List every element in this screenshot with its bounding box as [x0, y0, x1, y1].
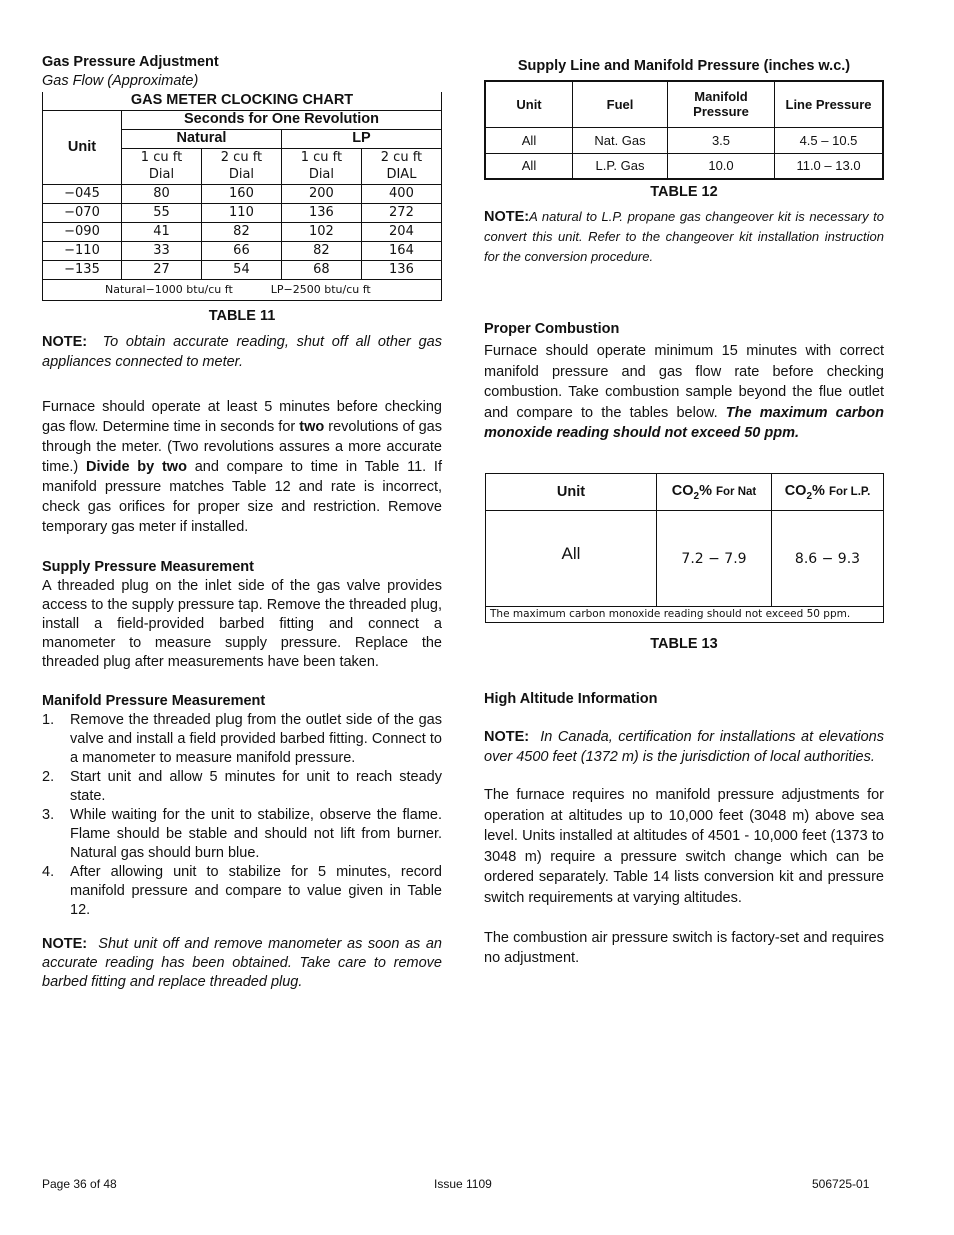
proper-combustion-section: Proper Combustion Furnace should operate minimum 15 minutes with correct manifold pressure and gas flow rate before checking combustion. Take combustion sample beyond the flue outlet and compare to the tables below. The maximum carbon monoxide reading should not exceed 50 ppm. — [484, 321, 884, 441]
table-row — [485, 127, 883, 153]
table12-cell: L.P. Gas — [573, 153, 668, 179]
manifold-steps-list — [42, 711, 442, 920]
table11-cell: −110 — [43, 241, 122, 260]
page-number: Page 36 of 48 — [42, 1177, 117, 1191]
table11-cell: 82 — [201, 222, 281, 241]
table12-header: Line Pressure — [775, 81, 884, 127]
table11-cell: 80 — [122, 184, 202, 203]
table-row — [43, 260, 442, 279]
gas-flow-subheading: Gas Flow (Approximate) — [42, 73, 199, 89]
note-remove-manometer: NOTE: Shut unit off and remove manometer as soon as an accurate reading has been obtained. Take care to remove barbed fitting and replace threaded plug. — [42, 936, 442, 990]
table11-title: GAS METER CLOCKING CHART — [43, 92, 442, 110]
table11-cell: 136 — [281, 203, 361, 222]
table11-cell: 82 — [281, 241, 361, 260]
table12-title: Supply Line and Manifold Pressure (inches w.c.) — [517, 58, 851, 74]
table11-seconds-header: Seconds for One Revolution — [122, 110, 442, 129]
list-item: 4. After allowing unit to stabilize for 5 minutes, record manifold pressure and compare to value given in Table 12. — [42, 864, 442, 918]
table13-cell: 7.2 − 7.9 — [657, 511, 772, 607]
table13-unit-header: Unit — [486, 474, 657, 511]
high-altitude-section — [484, 690, 884, 709]
table11-cell: 66 — [201, 241, 281, 260]
table11-lp-header: LP — [281, 129, 441, 148]
pressure-switch-paragraph: The combustion air pressure switch is factory-set and requires no adjustment. — [484, 930, 884, 966]
table11-cell: 27 — [122, 260, 202, 279]
table11-dial-header: 2 cu ft Dial — [201, 148, 281, 184]
table11-cell: 41 — [122, 222, 202, 241]
table12-cell: 11.0 – 13.0 — [775, 153, 884, 179]
table11-cell: −070 — [43, 203, 122, 222]
list-item: 1. Remove the threaded plug from the outlet side of the gas valve and install a field provided barbed fitting. Connect to a manometer to measure manifold pressure. — [42, 712, 442, 766]
table13-co2-lp-header: $CO_2\%$ For L.P. — [772, 474, 884, 511]
table11-cell: 272 — [361, 203, 441, 222]
table13-co2-nat-header: $CO_2\%$ For Nat — [657, 474, 772, 511]
table11-unit-header: Unit — [43, 110, 122, 184]
table11-caption: TABLE 11 — [208, 308, 276, 324]
table-row — [43, 222, 442, 241]
manifold-pressure-heading: Manifold Pressure Measurement — [42, 693, 266, 709]
table11-cell: 200 — [281, 184, 361, 203]
table11-cell: −090 — [43, 222, 122, 241]
table12-cell: Nat. Gas — [573, 127, 668, 153]
table12-caption: TABLE 12 — [650, 184, 718, 200]
note-accurate-reading: NOTE: To obtain accurate reading, shut off all other gas appliances connected to meter. — [42, 334, 442, 370]
table11-dial-header: 1 cu ft Dial — [281, 148, 361, 184]
table11-cell: 136 — [361, 260, 441, 279]
co2-table — [485, 473, 884, 623]
gas-flow-paragraph: Furnace should operate at least 5 minutes before checking gas flow. Determine time in seconds for two revolutions of gas through the meter. (Two revolutions assures a more accurate time.) Divide by two and compare to time in Table 11. If manifold pressure matches Table 12 and rate is incorrect, check gas orifices for proper size and restriction. Remove temporary gas meter if installed. — [42, 399, 442, 535]
table11-dial-header: 1 cu ft Dial — [122, 148, 202, 184]
table11-cell: 68 — [281, 260, 361, 279]
table11-cell: 33 — [122, 241, 202, 260]
list-item: 3. While waiting for the unit to stabilize, observe the flame. Flame should be stable and should not lift from burner. Natural gas should burn blue. — [42, 807, 442, 861]
table11-cell: 204 — [361, 222, 441, 241]
table-row — [485, 153, 883, 179]
issue-number: Issue 1109 — [434, 1177, 492, 1191]
list-item: 2. Start unit and allow 5 minutes for unit to reach steady state. — [42, 769, 442, 804]
table12-cell: 10.0 — [668, 153, 775, 179]
table12-cell: All — [485, 127, 573, 153]
table13-caption: TABLE 13 — [650, 636, 718, 652]
table-row — [43, 241, 442, 260]
table12-cell: 4.5 – 10.5 — [775, 127, 884, 153]
supply-pressure-text: A threaded plug on the inlet side of the gas valve provides access to the supply pressure tap. Remove the threaded plug, install a field-provided barbed fitting and connect a manometer to measure supply pressure. Replace the threaded plug after measurements have been taken. — [42, 578, 442, 670]
document-number: 506725-01 — [812, 1177, 870, 1191]
table-row — [43, 184, 442, 203]
table11-cell: 400 — [361, 184, 441, 203]
high-altitude-heading: High Altitude Information — [484, 691, 658, 707]
supply-manifold-pressure-table — [484, 80, 884, 180]
table11-cell: 54 — [201, 260, 281, 279]
table13-footnote: The maximum carbon monoxide reading should not exceed 50 ppm. — [486, 607, 884, 623]
table12-header: Unit — [485, 81, 573, 127]
table13-cell: All — [486, 511, 657, 607]
note-changeover-kit: NOTE:A natural to L.P. propane gas changeover kit is necessary to convert this unit. Refer to the changeover kit installation instruction for the conversion procedure. — [484, 209, 884, 264]
table11-natural-header: Natural — [122, 129, 282, 148]
note-canada: NOTE: In Canada, certification for installations at elevations over 4500 feet (1372 m) is the jurisdiction of local authorities. — [484, 729, 884, 765]
table-row — [486, 511, 884, 607]
table11-cell: 55 — [122, 203, 202, 222]
table11-cell: −045 — [43, 184, 122, 203]
table11-cell: 102 — [281, 222, 361, 241]
table11-cell: 110 — [201, 203, 281, 222]
table12-header: Manifold Pressure — [668, 81, 775, 127]
table11-cell: 164 — [361, 241, 441, 260]
table12-cell: All — [485, 153, 573, 179]
proper-combustion-heading: Proper Combustion — [484, 321, 620, 337]
table11-cell: 160 — [201, 184, 281, 203]
altitude-paragraph: The furnace requires no manifold pressure adjustments for operation at altitudes up to 10,000 feet (3048 m) above sea level. Units installed at altitudes of 4501 - 10,000 feet (1373 to 3048 m) require a pressure switch change which can be ordered separately. Table 14 lists conversion kit and pressure switch requirements at varying altitudes. — [484, 787, 884, 906]
table11-dial-header: 2 cu ft DIAL — [361, 148, 441, 184]
table11-cell: −135 — [43, 260, 122, 279]
table13-cell: 8.6 − 9.3 — [772, 511, 884, 607]
gas-meter-clocking-table — [42, 92, 442, 301]
supply-pressure-section — [42, 558, 442, 672]
table12-cell: 3.5 — [668, 127, 775, 153]
gas-pressure-heading: Gas Pressure Adjustment — [42, 54, 219, 70]
table12-header: Fuel — [573, 81, 668, 127]
table-row — [43, 203, 442, 222]
supply-pressure-heading: Supply Pressure Measurement — [42, 559, 254, 575]
gas-pressure-section — [42, 53, 442, 90]
manifold-pressure-section — [42, 692, 442, 920]
table11-footnote: Natural−1000 btu/cu ft LP−2500 btu/cu ft — [43, 279, 442, 300]
